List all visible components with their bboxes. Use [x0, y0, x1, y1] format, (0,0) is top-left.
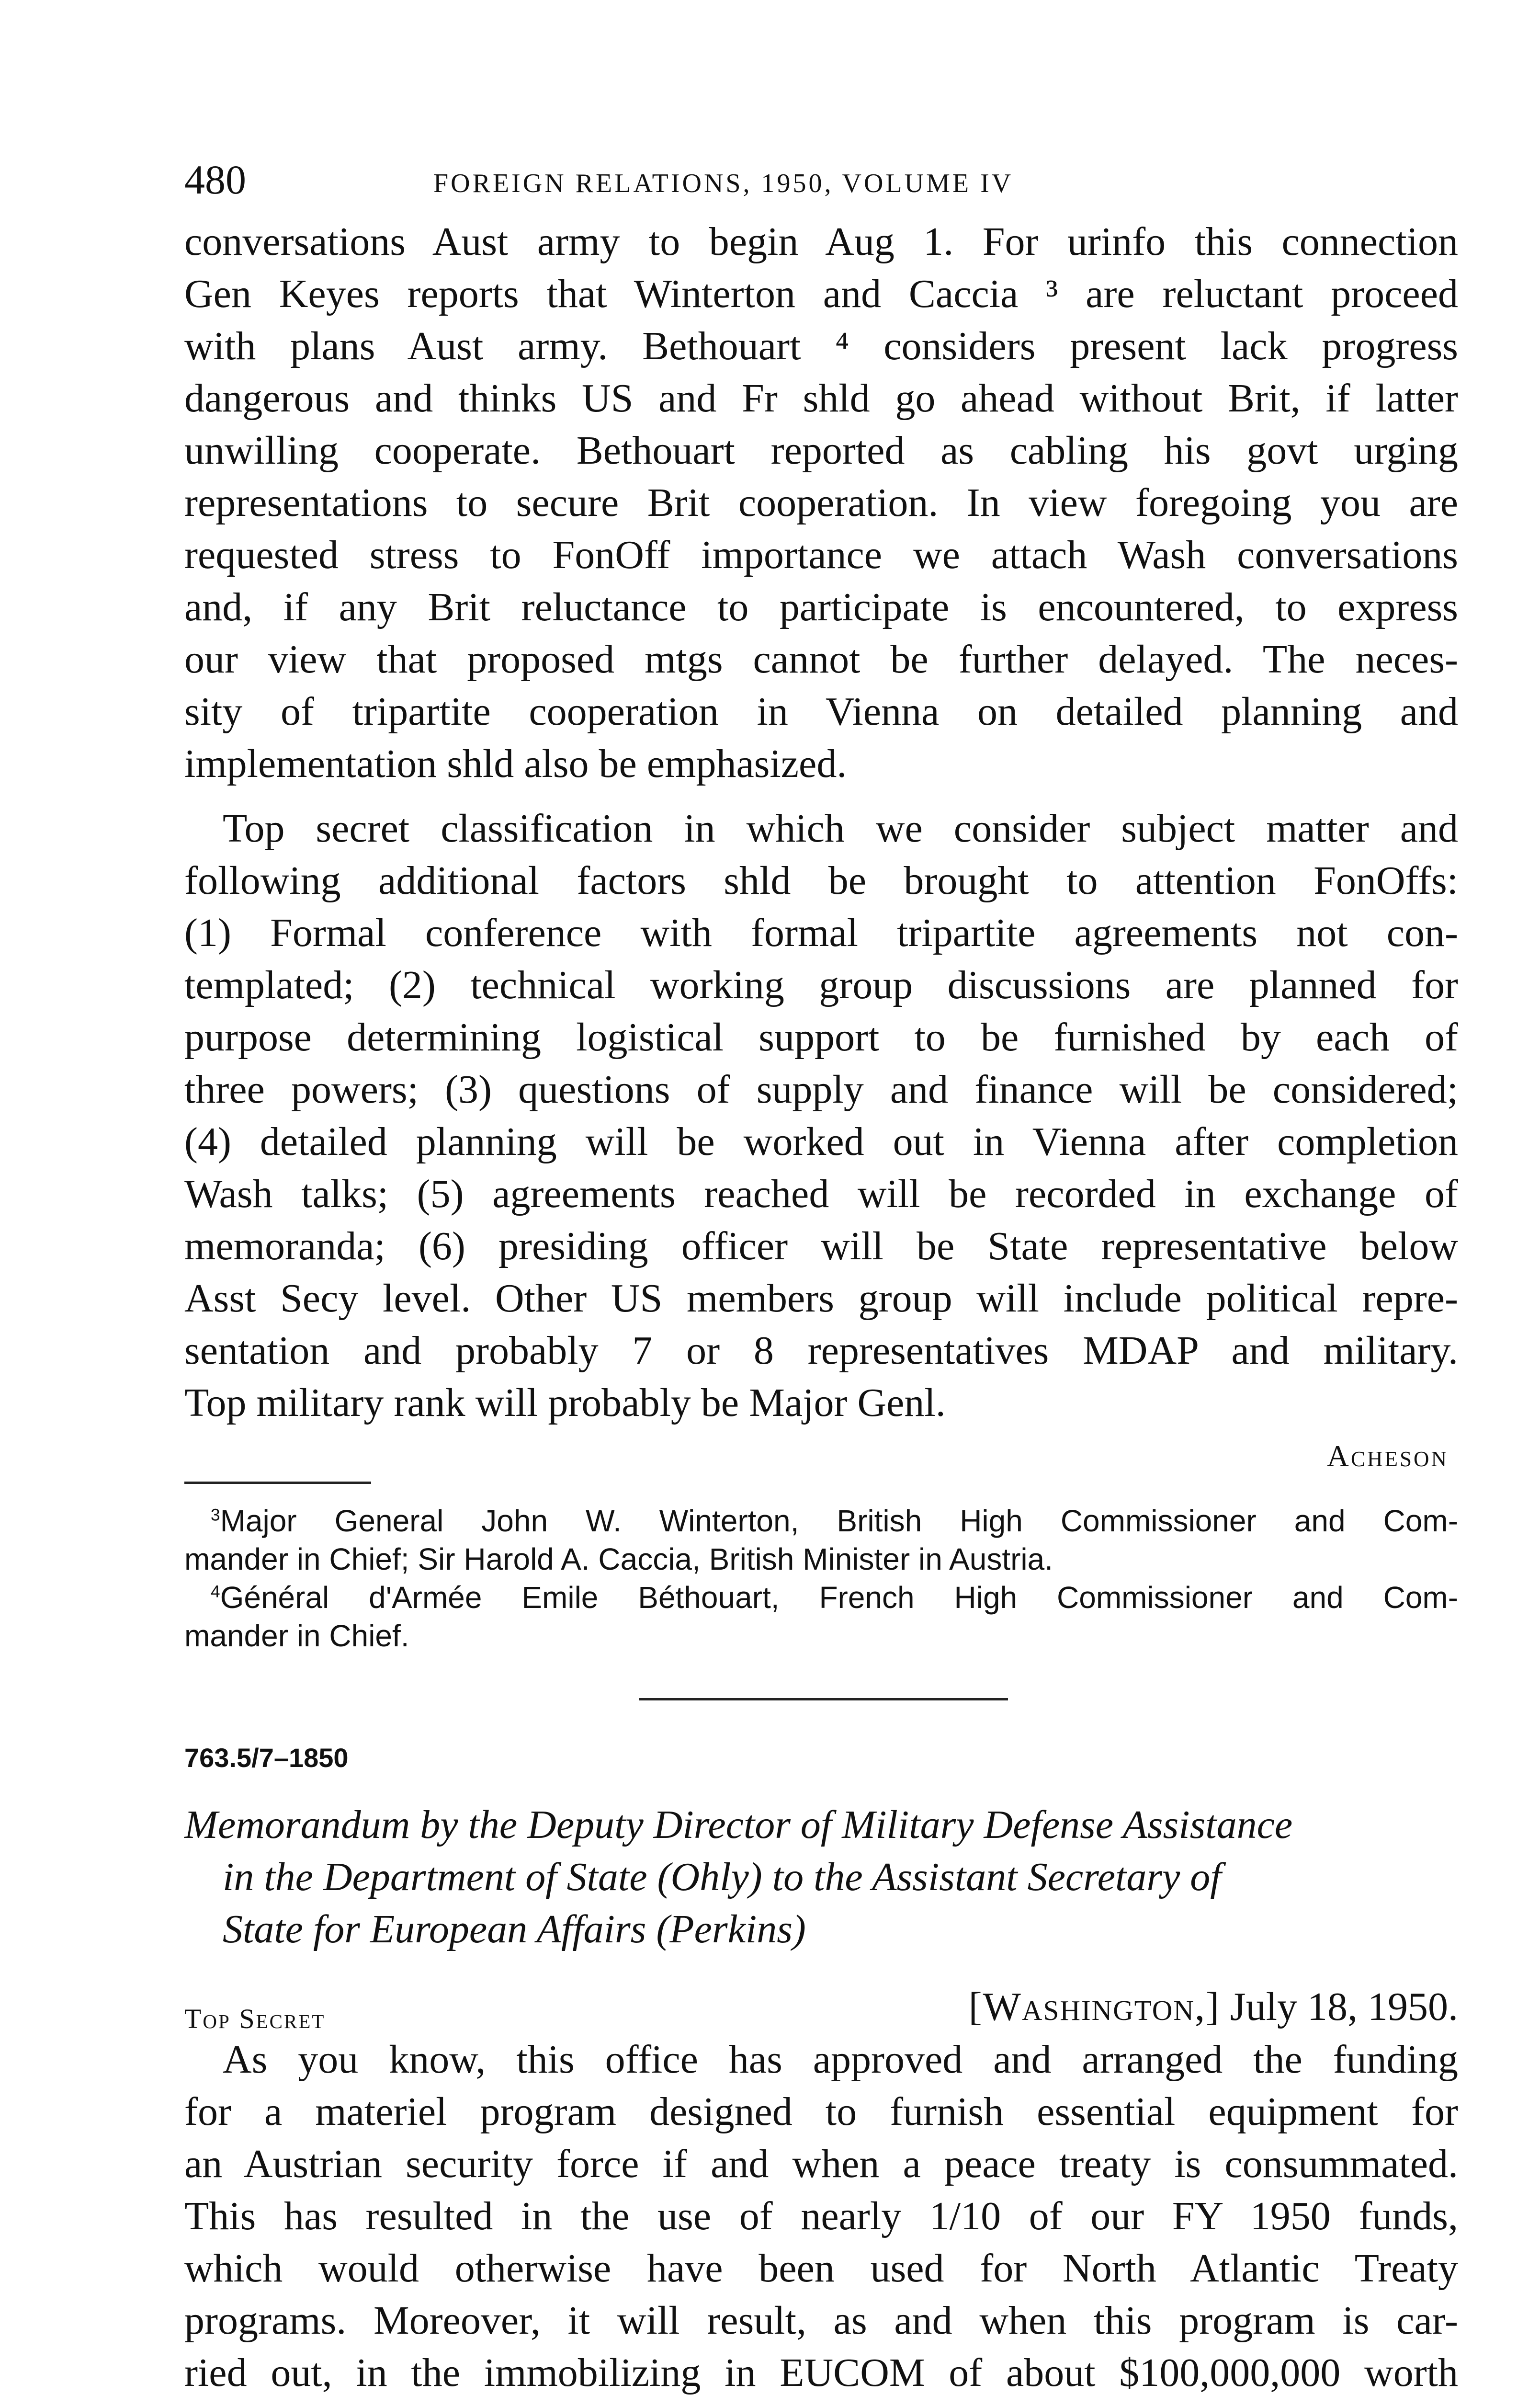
- text-line: Gen Keyes reports that Winterton and Caccia ³ are reluctant proceed: [184, 272, 1458, 316]
- running-head: FOREIGN RELATIONS, 1950, VOLUME IV: [433, 169, 1014, 198]
- text-line: purpose determining logistical support to be furnished by each of: [184, 1015, 1458, 1060]
- classification-label: Top Secret: [184, 2003, 326, 2034]
- footnote-4-cont: mander in Chief.: [184, 1619, 409, 1653]
- text-line: requested stress to FonOff importance we attach Wash conversations: [184, 533, 1458, 577]
- text-line: and, if any Brit reluctance to participate is encountered, to express: [184, 585, 1458, 629]
- title-line: State for European Affairs (Perkins): [223, 1907, 806, 1951]
- text-line: memoranda; (6) presiding officer will be State representative below: [184, 1224, 1458, 1268]
- footnote-marker: 3: [211, 1505, 220, 1525]
- footnotes: [184, 1502, 1458, 1655]
- text-line: programs. Moreover, it will result, as and when this program is car-: [184, 2298, 1458, 2343]
- dateline-place: [Washington,]: [968, 1984, 1220, 2029]
- footnote-text: Major General John W. Winterton, British High Commissioner and Com-: [220, 1504, 1458, 1538]
- text-line: which would otherwise have been used for North Atlantic Treaty: [184, 2246, 1458, 2291]
- document-title: [184, 1799, 1458, 1955]
- telegram-paragraph-1: [184, 216, 1458, 790]
- text-line: following additional factors shld be brought to attention FonOffs:: [184, 858, 1458, 903]
- page-number: 480: [184, 157, 246, 203]
- footnote-3: [184, 1502, 1458, 1540]
- title-line: Memorandum by the Deputy Director of Military Defense Assistance: [184, 1802, 1293, 1847]
- text-line: ried out, in the immobilizing in EUCOM of about $100,000,000 worth: [184, 2350, 1458, 2395]
- file-number: 763.5/7–1850: [184, 1743, 349, 1773]
- text-line: Wash talks; (5) agreements reached will be recorded in exchange of: [184, 1172, 1458, 1216]
- text-line: our view that proposed mtgs cannot be further delayed. The neces-: [184, 637, 1458, 682]
- footnote-marker: 4: [211, 1582, 220, 1601]
- dateline: [969, 1981, 1458, 2033]
- text-line: Asst Secy level. Other US members group will include political repre-: [184, 1276, 1458, 1321]
- footnote-3-cont: mander in Chief; Sir Harold A. Caccia, British Minister in Austria.: [184, 1542, 1053, 1576]
- text-line: Top secret classification in which we consider subject matter and: [223, 806, 1458, 851]
- text-line: (4) detailed planning will be worked out in Vienna after completion: [184, 1119, 1458, 1164]
- footnote-4: [184, 1578, 1458, 1617]
- text-line: sentation and probably 7 or 8 representatives MDAP and military.: [184, 1328, 1458, 1373]
- text-line: for a materiel program designed to furnish essential equipment for: [184, 2089, 1458, 2134]
- text-line: Top military rank will probably be Major Genl.: [184, 1380, 946, 1425]
- signature: Acheson: [1326, 1439, 1449, 1473]
- dateline-date: July 18, 1950.: [1230, 1984, 1458, 2029]
- text-line: conversations Aust army to begin Aug 1. For urinfo this connection: [184, 219, 1458, 264]
- text-line: sity of tripartite cooperation in Vienna on detailed planning and: [184, 689, 1458, 734]
- title-line: in the Department of State (Ohly) to the Assistant Secretary of: [223, 1855, 1222, 1899]
- text-line: dangerous and thinks US and Fr shld go ahead without Brit, if latter: [184, 376, 1458, 421]
- text-line: (1) Formal conference with formal tripartite agreements not con-: [184, 911, 1458, 955]
- memo-body: [184, 2033, 1458, 2395]
- footnote-rule: [184, 1482, 371, 1484]
- section-separator: [639, 1698, 1008, 1700]
- telegram-paragraph-2: [184, 802, 1458, 1429]
- text-line: As you know, this office has approved and arranged the funding: [223, 2037, 1458, 2082]
- text-line: This has resulted in the use of nearly 1/10 of our FY 1950 funds,: [184, 2194, 1458, 2238]
- text-line: with plans Aust army. Bethouart ⁴ considers present lack progress: [184, 324, 1458, 368]
- text-line: unwilling cooperate. Bethouart reported as cabling his govt urging: [184, 428, 1458, 473]
- footnote-text: Général d'Armée Emile Béthouart, French High Commissioner and Com-: [220, 1580, 1458, 1615]
- text-line: representations to secure Brit cooperation. In view foregoing you are: [184, 480, 1458, 525]
- text-line: an Austrian security force if and when a peace treaty is consummated.: [184, 2142, 1458, 2186]
- text-line: three powers; (3) questions of supply and finance will be considered;: [184, 1067, 1458, 1112]
- text-line: templated; (2) technical working group discussions are planned for: [184, 963, 1458, 1007]
- text-line: implementation shld also be emphasized.: [184, 741, 847, 786]
- page-header: [184, 153, 1458, 206]
